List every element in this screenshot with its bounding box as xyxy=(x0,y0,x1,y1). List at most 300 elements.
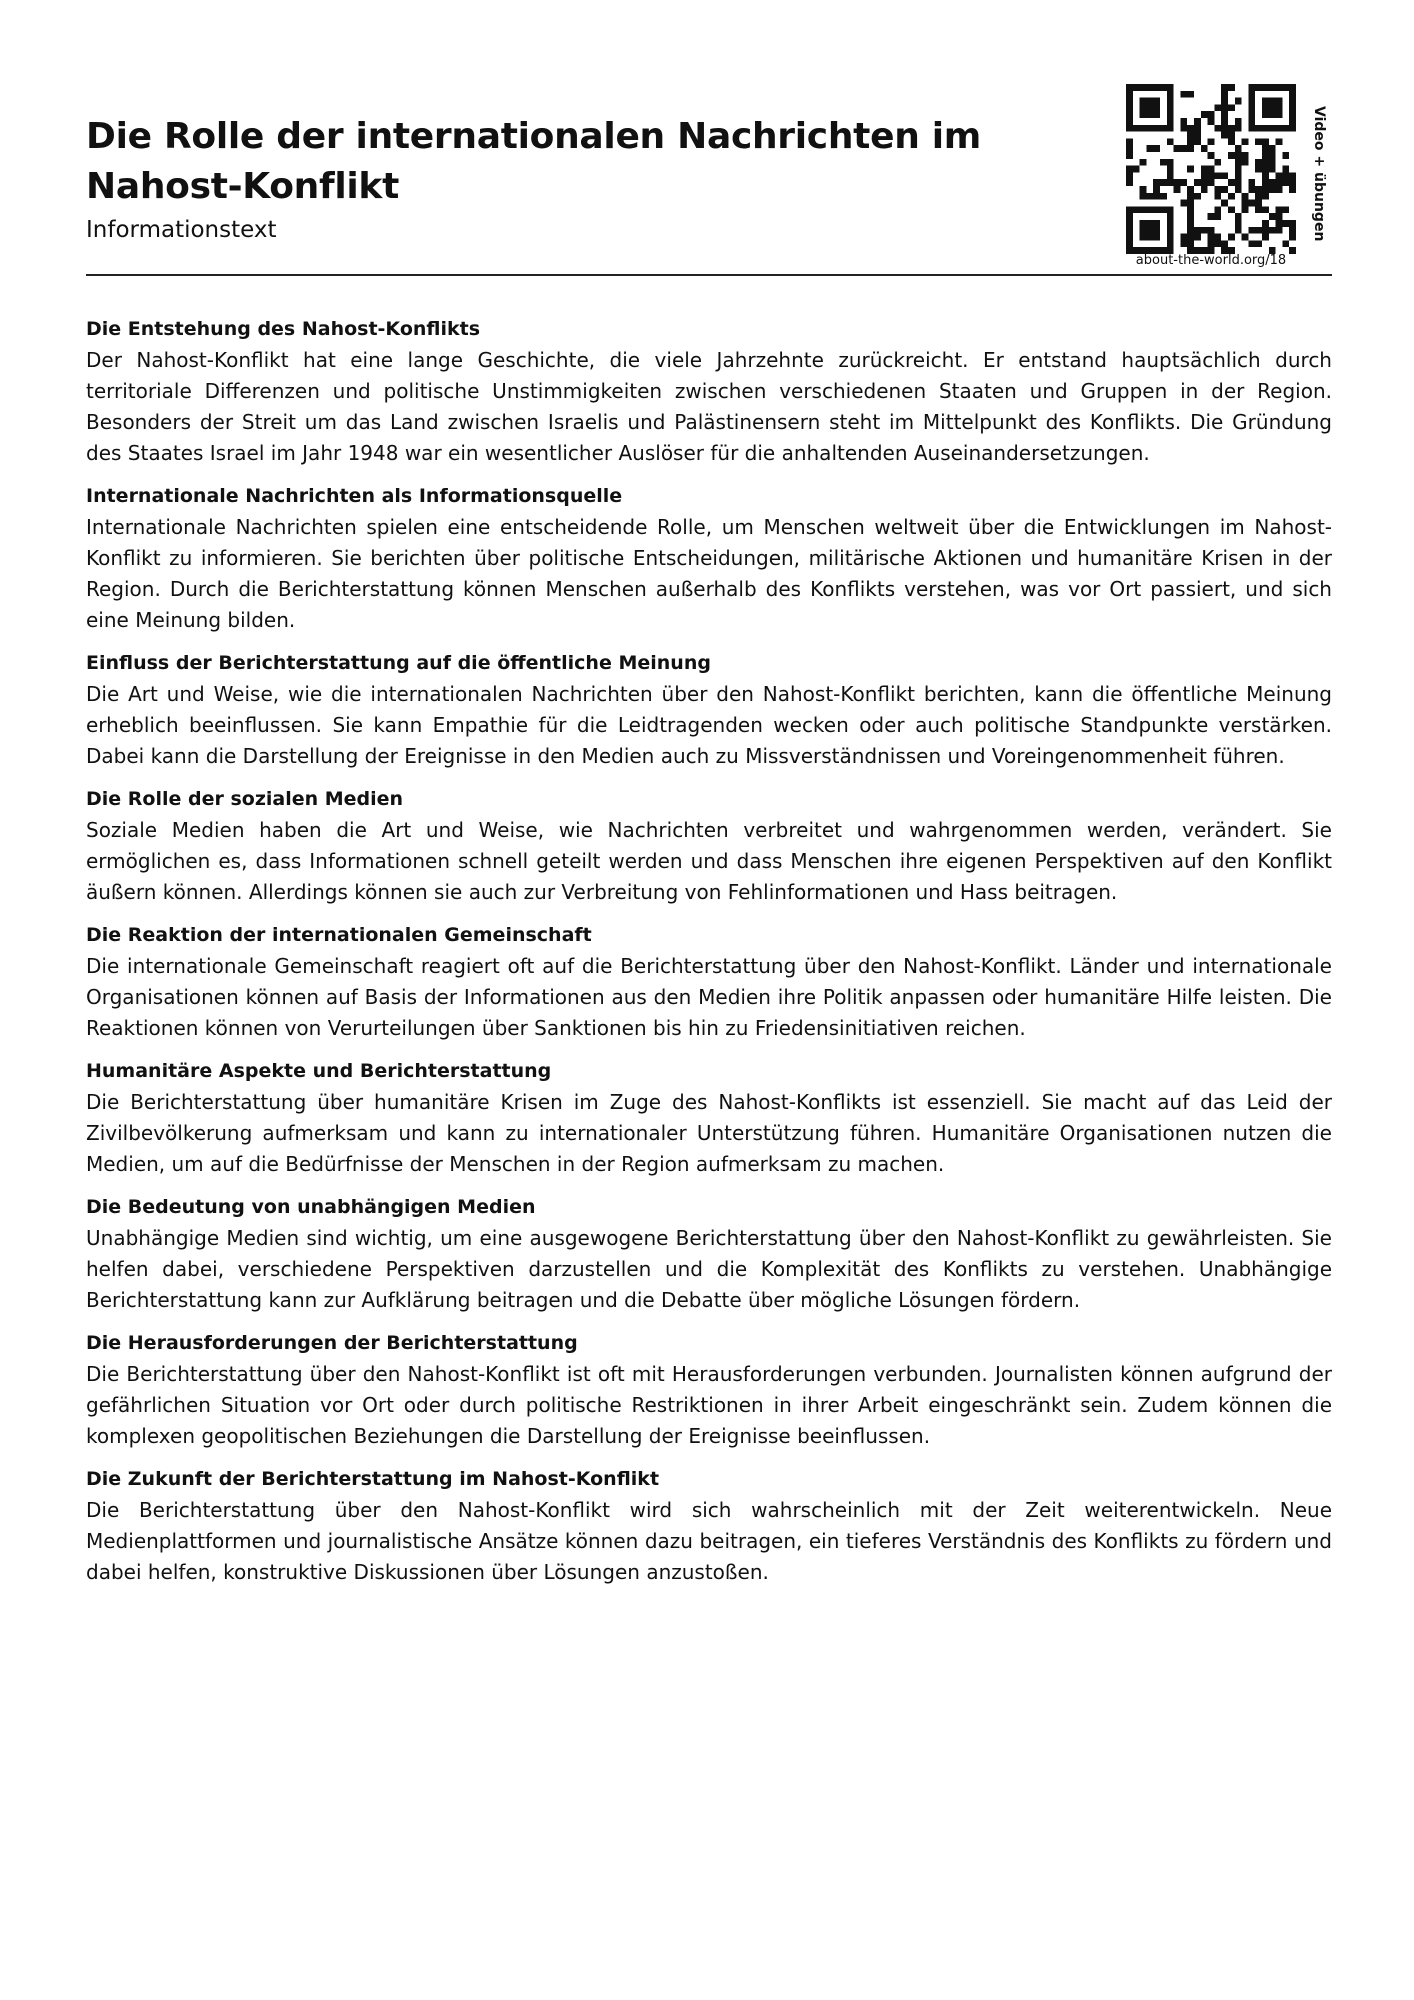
section-heading: Einfluss der Berichterstattung auf die öffentliche Meinung xyxy=(86,652,711,674)
qr-module xyxy=(1146,206,1153,213)
qr-module xyxy=(1146,84,1153,91)
qr-module xyxy=(1140,234,1147,241)
qr-module xyxy=(1153,234,1160,241)
section-heading: Die Rolle der sozialen Medien xyxy=(86,788,404,810)
qr-module xyxy=(1289,172,1296,179)
qr-module xyxy=(1208,138,1215,145)
qr-module xyxy=(1180,179,1187,186)
qr-module xyxy=(1269,179,1276,186)
qr-side-label: Video + übungen xyxy=(1311,106,1327,242)
section-news-source xyxy=(86,481,1332,636)
qr-module xyxy=(1228,125,1235,132)
section-text: Internationale Nachrichten spielen eine entscheidende Rolle, um Menschen weltweit über die Entwicklungen im Nahost-Konflikt zu informieren. Sie berichten über politische Entscheidungen, militärische Aktionen und humanitäre Krisen in der Region. Durch die Berichterstattung können Menschen außerhalb des Konflikts verstehen, was vor Ort passiert, und sich eine Meinung bilden. xyxy=(86,515,1332,632)
qr-module xyxy=(1242,206,1249,213)
qr-module xyxy=(1276,213,1283,220)
qr-module xyxy=(1208,179,1215,186)
qr-module xyxy=(1228,193,1235,200)
section-heading: Die Reaktion der internationalen Gemeinschaft xyxy=(86,924,592,946)
qr-module xyxy=(1269,145,1276,152)
qr-module xyxy=(1187,125,1194,132)
qr-module xyxy=(1276,98,1283,105)
qr-module xyxy=(1276,220,1283,227)
qr-module xyxy=(1235,98,1242,105)
qr-module xyxy=(1201,227,1208,234)
qr-module xyxy=(1187,227,1194,234)
qr-module xyxy=(1276,179,1283,186)
qr-module xyxy=(1228,152,1235,159)
qr-module xyxy=(1167,125,1174,132)
qr-module xyxy=(1140,220,1147,227)
qr-module xyxy=(1174,179,1181,186)
section-heading: Die Zukunft der Berichterstattung im Nahost-Konflikt xyxy=(86,1468,660,1490)
qr-module xyxy=(1140,186,1147,193)
qr-module xyxy=(1282,179,1289,186)
qr-module xyxy=(1167,91,1174,98)
section-challenges xyxy=(86,1328,1332,1452)
qr-module xyxy=(1221,84,1228,91)
qr-module xyxy=(1242,193,1249,200)
qr-module xyxy=(1214,172,1221,179)
qr-module xyxy=(1194,234,1201,241)
qr-module xyxy=(1160,179,1167,186)
qr-module xyxy=(1248,104,1255,111)
section-public-opinion xyxy=(86,648,1332,772)
qr-module xyxy=(1146,98,1153,105)
qr-module xyxy=(1201,111,1208,118)
qr-module xyxy=(1160,206,1167,213)
qr-module xyxy=(1180,200,1187,207)
qr-module xyxy=(1248,179,1255,186)
qr-module xyxy=(1262,172,1269,179)
qr-module xyxy=(1221,111,1228,118)
qr-module xyxy=(1167,234,1174,241)
qr-module xyxy=(1167,159,1174,166)
qr-module xyxy=(1221,186,1228,193)
qr-module xyxy=(1180,240,1187,247)
qr-module xyxy=(1248,111,1255,118)
qr-module xyxy=(1276,186,1283,193)
qr-module xyxy=(1153,227,1160,234)
qr-module xyxy=(1262,227,1269,234)
qr-module xyxy=(1187,186,1194,193)
qr-module xyxy=(1289,91,1296,98)
section-text: Unabhängige Medien sind wichtig, um eine ausgewogene Berichterstattung über den Nahost-Konflikt zu gewährleisten. Sie helfen dabei, verschiedene Perspektiven darzustellen und die Komplexität des Konflikts zu verstehen. Unabhängige Berichterstattung kann zur Aufklärung beitragen und die Debatte über mögliche Lösungen fördern. xyxy=(86,1226,1332,1312)
qr-module xyxy=(1126,118,1133,125)
qr-module xyxy=(1126,227,1133,234)
qr-module xyxy=(1208,166,1215,173)
qr-module xyxy=(1187,206,1194,213)
qr-module xyxy=(1126,166,1133,173)
qr-module xyxy=(1262,234,1269,241)
qr-module xyxy=(1167,240,1174,247)
section-origin xyxy=(86,314,1332,469)
qr-module xyxy=(1276,206,1283,213)
qr-module xyxy=(1289,179,1296,186)
qr-module xyxy=(1269,152,1276,159)
qr-module xyxy=(1276,84,1283,91)
qr-module xyxy=(1140,111,1147,118)
qr-module xyxy=(1282,166,1289,173)
qr-module xyxy=(1146,145,1153,152)
qr-module xyxy=(1153,98,1160,105)
document-subtitle: Informationstext xyxy=(86,217,277,243)
document-title: Die Rolle der internationalen Nachrichten im Nahost-Konflikt xyxy=(86,116,982,207)
qr-module xyxy=(1146,104,1153,111)
section-heading: Die Herausforderungen der Berichterstattung xyxy=(86,1332,578,1354)
qr-module xyxy=(1235,159,1242,166)
qr-module xyxy=(1126,234,1133,241)
qr-module xyxy=(1153,220,1160,227)
qr-module xyxy=(1194,118,1201,125)
qr-module xyxy=(1221,132,1228,139)
qr-module xyxy=(1255,200,1262,207)
qr-module xyxy=(1228,179,1235,186)
qr-module xyxy=(1140,104,1147,111)
qr-module xyxy=(1146,227,1153,234)
qr-module xyxy=(1133,84,1140,91)
qr-module xyxy=(1269,111,1276,118)
qr-module xyxy=(1262,193,1269,200)
qr-module xyxy=(1140,227,1147,234)
qr-module xyxy=(1221,125,1228,132)
qr-module xyxy=(1248,84,1255,91)
qr-module xyxy=(1174,186,1181,193)
qr-module xyxy=(1208,227,1215,234)
qr-module xyxy=(1153,145,1160,152)
qr-module xyxy=(1269,104,1276,111)
qr-module xyxy=(1160,125,1167,132)
qr-module xyxy=(1214,159,1221,166)
qr-module xyxy=(1235,152,1242,159)
section-heading: Internationale Nachrichten als Informationsquelle xyxy=(86,485,623,507)
qr-module xyxy=(1269,213,1276,220)
qr-module xyxy=(1248,240,1255,247)
qr-module xyxy=(1282,240,1289,247)
qr-module xyxy=(1235,172,1242,179)
qr-module xyxy=(1255,193,1262,200)
qr-module xyxy=(1262,159,1269,166)
section-heading: Die Bedeutung von unabhängigen Medien xyxy=(86,1196,536,1218)
qr-module xyxy=(1214,125,1221,132)
qr-module xyxy=(1140,193,1147,200)
section-international-reaction xyxy=(86,920,1332,1044)
qr-module xyxy=(1126,152,1133,159)
qr-module xyxy=(1208,234,1215,241)
qr-module xyxy=(1262,125,1269,132)
qr-module xyxy=(1248,227,1255,234)
qr-module xyxy=(1282,125,1289,132)
qr-module xyxy=(1153,104,1160,111)
qr-module xyxy=(1160,193,1167,200)
qr-module xyxy=(1276,125,1283,132)
qr-module xyxy=(1248,98,1255,105)
qr-module xyxy=(1262,186,1269,193)
qr-module xyxy=(1214,234,1221,241)
header-divider xyxy=(86,274,1332,276)
qr-module xyxy=(1133,166,1140,173)
section-text: Der Nahost-Konflikt hat eine lange Geschichte, die viele Jahrzehnte zurückreicht. Er entstand hauptsächlich durch territoriale Differenzen und politische Unstimmigkeiten zwischen verschiedenen Staaten und Gruppen in der Region. Besonders der Streit um das Land zwischen Israelis und Palästinensern steht im Mittelpunkt des Konflikts. Die Gründung des Staates Israel im Jahr 1948 war ein wesentlicher Auslöser für die anhaltenden Auseinandersetzungen. xyxy=(86,348,1332,465)
qr-module xyxy=(1276,172,1283,179)
qr-module xyxy=(1153,179,1160,186)
section-text: Die Art und Weise, wie die internationalen Nachrichten über den Nahost-Konflikt berichten, kann die öffentliche Meinung erheblich beeinflussen. Sie kann Empathie für die Leidtragenden wecken oder auch politische Standpunkte verstärken. Dabei kann die Darstellung der Ereignisse in den Medien auch zu Missverständnissen und Voreingenommenheit führen. xyxy=(86,682,1332,768)
qr-module xyxy=(1248,186,1255,193)
qr-module xyxy=(1146,111,1153,118)
qr-module xyxy=(1262,166,1269,173)
qr-module xyxy=(1282,152,1289,159)
qr-module xyxy=(1262,206,1269,213)
qr-module xyxy=(1187,138,1194,145)
qr-module xyxy=(1187,200,1194,207)
qr-module xyxy=(1255,125,1262,132)
section-heading: Humanitäre Aspekte und Berichterstattung xyxy=(86,1060,552,1082)
qr-module xyxy=(1289,234,1296,241)
qr-module xyxy=(1208,111,1215,118)
qr-module xyxy=(1126,111,1133,118)
qr-module xyxy=(1289,84,1296,91)
qr-module xyxy=(1194,193,1201,200)
qr-module xyxy=(1289,227,1296,234)
qr-module xyxy=(1235,166,1242,173)
qr-module xyxy=(1269,186,1276,193)
qr-module xyxy=(1201,145,1208,152)
qr-module xyxy=(1282,84,1289,91)
qr-module xyxy=(1133,206,1140,213)
qr-module xyxy=(1194,132,1201,139)
qr-module xyxy=(1242,200,1249,207)
qr-module xyxy=(1289,98,1296,105)
qr-module xyxy=(1187,166,1194,173)
qr-module xyxy=(1289,125,1296,132)
qr-module xyxy=(1126,240,1133,247)
section-text: Die Berichterstattung über den Nahost-Konflikt wird sich wahrscheinlich mit der Zeit weiterentwickeln. Neue Medienplattformen und journalistische Ansätze können dazu beitragen, ein tieferes Verständnis des Konflikts zu fördern und dabei helfen, konstruktive Diskussionen über Lösungen anzustoßen. xyxy=(86,1498,1332,1584)
qr-module xyxy=(1276,104,1283,111)
qr-module xyxy=(1208,213,1215,220)
qr-module xyxy=(1140,159,1147,166)
qr-module xyxy=(1242,234,1249,241)
qr-module xyxy=(1228,234,1235,241)
qr-module xyxy=(1187,213,1194,220)
qr-module xyxy=(1167,172,1174,179)
qr-module xyxy=(1289,118,1296,125)
qr-module xyxy=(1276,138,1283,145)
document-header xyxy=(86,84,1332,274)
qr-module xyxy=(1201,186,1208,193)
qr-module xyxy=(1255,240,1262,247)
qr-module xyxy=(1133,125,1140,132)
qr-module xyxy=(1167,84,1174,91)
qr-module xyxy=(1262,104,1269,111)
qr-module xyxy=(1187,234,1194,241)
qr-module xyxy=(1187,220,1194,227)
qr-module xyxy=(1126,172,1133,179)
qr-module xyxy=(1228,132,1235,139)
qr-module xyxy=(1153,186,1160,193)
qr-module xyxy=(1221,104,1228,111)
qr-module xyxy=(1262,145,1269,152)
qr-module xyxy=(1153,193,1160,200)
qr-module xyxy=(1214,186,1221,193)
qr-module xyxy=(1214,104,1221,111)
qr-module xyxy=(1180,125,1187,132)
qr-module xyxy=(1167,220,1174,227)
qr-module xyxy=(1167,206,1174,213)
qr-module xyxy=(1126,125,1133,132)
qr-module xyxy=(1235,220,1242,227)
qr-module xyxy=(1269,166,1276,173)
qr-module xyxy=(1255,206,1262,213)
section-text: Die Berichterstattung über humanitäre Krisen im Zuge des Nahost-Konflikts ist essenziell. Sie macht auf das Leid der Zivilbevölkerung aufmerksam und kann zu internationaler Unterstützung führen. Humanitäre Organisationen nutzen die Medien, um auf die Bedürfnisse der Menschen in der Region aufmerksam zu machen. xyxy=(86,1090,1332,1176)
qr-module xyxy=(1208,172,1215,179)
qr-module xyxy=(1126,138,1133,145)
section-text: Die Berichterstattung über den Nahost-Konflikt ist oft mit Herausforderungen verbunden. Journalisten können aufgrund der gefährlichen Situation vor Ort oder durch politische Restriktionen in ihrer Arbeit eingeschränkt sein. Zudem können die komplexen geopolitischen Beziehungen die Darstellung der Ereignisse beeinflussen. xyxy=(86,1362,1332,1448)
qr-module xyxy=(1235,213,1242,220)
qr-module xyxy=(1126,220,1133,227)
qr-module xyxy=(1174,145,1181,152)
qr-module xyxy=(1235,186,1242,193)
qr-module xyxy=(1269,159,1276,166)
qr-module xyxy=(1276,227,1283,234)
qr-module xyxy=(1167,104,1174,111)
qr-module xyxy=(1228,84,1235,91)
qr-module xyxy=(1146,220,1153,227)
qr-module xyxy=(1248,200,1255,207)
qr-module xyxy=(1262,138,1269,145)
qr-module xyxy=(1221,200,1228,207)
qr-module xyxy=(1167,227,1174,234)
qr-module xyxy=(1167,111,1174,118)
qr-module xyxy=(1289,111,1296,118)
qr-module xyxy=(1235,125,1242,132)
qr-module xyxy=(1235,227,1242,234)
qr-module xyxy=(1289,104,1296,111)
qr-module xyxy=(1221,240,1228,247)
qr-module xyxy=(1262,84,1269,91)
qr-module xyxy=(1194,227,1201,234)
qr-module xyxy=(1140,206,1147,213)
qr-module xyxy=(1221,118,1228,125)
qr-module xyxy=(1262,111,1269,118)
qr-module xyxy=(1276,111,1283,118)
section-text: Die internationale Gemeinschaft reagiert oft auf die Berichterstattung über den Nahost-Konflikt. Länder und internationale Organisationen können auf Basis der Informationen aus den Medien ihre Politik anpassen oder humanitäre Hilfe leisten. Die Reaktionen können von Verurteilungen über Sanktionen bis hin zu Friedensinitiativen reichen. xyxy=(86,954,1332,1040)
qr-module xyxy=(1242,152,1249,159)
qr-code-block[interactable] xyxy=(1126,84,1336,274)
qr-module xyxy=(1126,91,1133,98)
qr-module xyxy=(1160,84,1167,91)
qr-module xyxy=(1153,84,1160,91)
qr-module xyxy=(1187,91,1194,98)
qr-module xyxy=(1282,220,1289,227)
qr-module xyxy=(1201,166,1208,173)
qr-module xyxy=(1167,166,1174,173)
qr-module xyxy=(1140,98,1147,105)
qr-module xyxy=(1262,179,1269,186)
qr-module xyxy=(1242,159,1249,166)
qr-module xyxy=(1289,220,1296,227)
qr-module xyxy=(1255,84,1262,91)
qr-module xyxy=(1214,213,1221,220)
qr-module xyxy=(1248,118,1255,125)
qr-module xyxy=(1140,84,1147,91)
qr-module xyxy=(1242,138,1249,145)
section-future xyxy=(86,1464,1332,1588)
qr-module xyxy=(1126,104,1133,111)
qr-module xyxy=(1187,145,1194,152)
qr-module xyxy=(1221,98,1228,105)
qr-module xyxy=(1255,227,1262,234)
qr-module xyxy=(1153,206,1160,213)
qr-module xyxy=(1153,111,1160,118)
qr-module xyxy=(1208,152,1215,159)
qr-module xyxy=(1235,179,1242,186)
article-body xyxy=(86,314,1332,1600)
qr-code-icon[interactable] xyxy=(1126,84,1296,254)
qr-module xyxy=(1146,193,1153,200)
qr-url-label[interactable]: about-the-world.org/18 xyxy=(1135,253,1287,268)
qr-module xyxy=(1187,193,1194,200)
section-text: Soziale Medien haben die Art und Weise, wie Nachrichten verbreitet und wahrgenommen werden, verändert. Sie ermöglichen es, dass Informationen schnell geteilt werden und dass Menschen ihre eigenen Perspektiven auf den Konflikt äußern können. Allerdings können sie auch zur Verbreitung von Fehlinformationen und Hass beitragen. xyxy=(86,818,1332,904)
qr-module xyxy=(1214,206,1221,213)
qr-module xyxy=(1126,213,1133,220)
qr-module xyxy=(1235,118,1242,125)
section-independent-media xyxy=(86,1192,1332,1316)
qr-module xyxy=(1282,172,1289,179)
qr-module xyxy=(1262,98,1269,105)
qr-module xyxy=(1167,118,1174,125)
qr-module xyxy=(1282,206,1289,213)
qr-module xyxy=(1262,220,1269,227)
qr-module xyxy=(1146,234,1153,241)
qr-module xyxy=(1255,138,1262,145)
qr-module xyxy=(1167,138,1174,145)
qr-module xyxy=(1255,159,1262,166)
qr-module xyxy=(1228,206,1235,213)
qr-module xyxy=(1126,179,1133,186)
qr-module xyxy=(1146,125,1153,132)
qr-module xyxy=(1214,193,1221,200)
qr-module xyxy=(1180,234,1187,241)
qr-module xyxy=(1269,84,1276,91)
qr-module xyxy=(1194,125,1201,132)
qr-module xyxy=(1187,132,1194,139)
qr-module xyxy=(1255,186,1262,193)
qr-module xyxy=(1167,179,1174,186)
qr-module xyxy=(1289,186,1296,193)
qr-module xyxy=(1248,91,1255,98)
qr-module xyxy=(1126,84,1133,91)
qr-module xyxy=(1228,104,1235,111)
qr-module xyxy=(1201,172,1208,179)
qr-module xyxy=(1194,179,1201,186)
section-heading: Die Entstehung des Nahost-Konflikts xyxy=(86,318,481,340)
qr-module xyxy=(1208,240,1215,247)
qr-module xyxy=(1201,179,1208,186)
qr-module xyxy=(1167,213,1174,220)
qr-module xyxy=(1262,152,1269,159)
section-social-media xyxy=(86,784,1332,908)
qr-module xyxy=(1180,118,1187,125)
qr-module xyxy=(1167,98,1174,105)
qr-module xyxy=(1255,166,1262,173)
qr-module xyxy=(1269,125,1276,132)
qr-module xyxy=(1187,240,1194,247)
qr-module xyxy=(1180,91,1187,98)
qr-module xyxy=(1126,145,1133,152)
qr-module xyxy=(1208,118,1215,125)
qr-module xyxy=(1194,138,1201,145)
qr-module xyxy=(1221,172,1228,179)
qr-module xyxy=(1153,125,1160,132)
qr-module xyxy=(1160,159,1167,166)
